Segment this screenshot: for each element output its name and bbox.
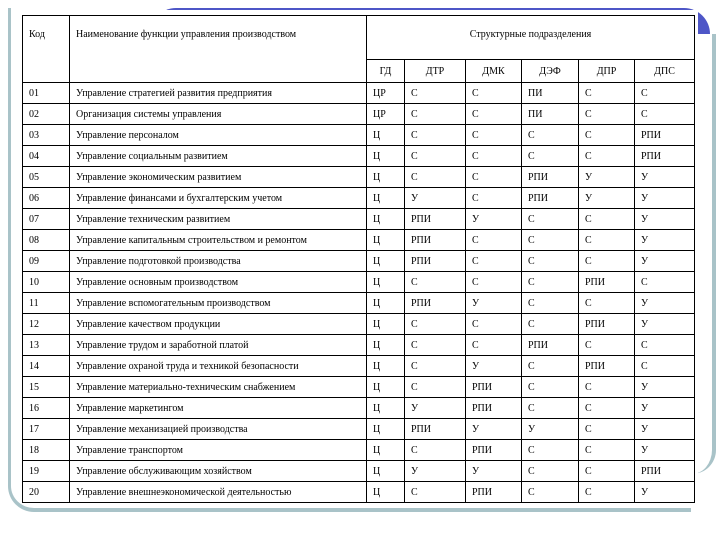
row-unit-role: РПИ: [405, 419, 466, 440]
row-unit-role: Ц: [367, 125, 405, 146]
table-row: [23, 272, 695, 293]
row-unit-role: РПИ: [466, 482, 522, 503]
row-unit-role: У: [635, 398, 695, 419]
row-unit-role: С: [579, 251, 635, 272]
row-unit-role: С: [635, 335, 695, 356]
header-unit: ДМК: [466, 60, 522, 83]
row-unit-role: У: [466, 209, 522, 230]
row-unit-role: С: [522, 209, 579, 230]
row-function-name: Управление социальным развитием: [70, 146, 367, 167]
row-unit-role: Ц: [367, 188, 405, 209]
row-unit-role: РПИ: [466, 440, 522, 461]
row-code: 08: [23, 230, 70, 251]
row-unit-role: Ц: [367, 461, 405, 482]
row-function-name: Управление финансами и бухгалтерским учетом: [70, 188, 367, 209]
row-unit-role: РПИ: [522, 167, 579, 188]
row-unit-role: У: [522, 419, 579, 440]
table-row: [23, 251, 695, 272]
row-unit-role: Ц: [367, 209, 405, 230]
row-unit-role: С: [635, 104, 695, 125]
row-code: 01: [23, 83, 70, 104]
row-function-name: Управление механизацией производства: [70, 419, 367, 440]
row-unit-role: С: [635, 356, 695, 377]
row-unit-role: РПИ: [466, 377, 522, 398]
row-unit-role: С: [405, 335, 466, 356]
row-unit-role: С: [405, 125, 466, 146]
row-unit-role: С: [466, 83, 522, 104]
row-unit-role: С: [579, 461, 635, 482]
row-unit-role: С: [522, 230, 579, 251]
row-unit-role: Ц: [367, 440, 405, 461]
row-unit-role: С: [579, 83, 635, 104]
row-unit-role: С: [522, 314, 579, 335]
row-unit-role: У: [635, 419, 695, 440]
row-unit-role: С: [405, 356, 466, 377]
table-row: [23, 167, 695, 188]
row-unit-role: РПИ: [522, 335, 579, 356]
row-code: 03: [23, 125, 70, 146]
row-function-name: Управление качеством продукции: [70, 314, 367, 335]
row-function-name: Организация системы управления: [70, 104, 367, 125]
row-unit-role: РПИ: [635, 125, 695, 146]
row-code: 18: [23, 440, 70, 461]
row-unit-role: У: [405, 188, 466, 209]
row-unit-role: У: [405, 398, 466, 419]
header-unit: ДТР: [405, 60, 466, 83]
row-unit-role: С: [522, 293, 579, 314]
row-unit-role: С: [522, 125, 579, 146]
row-unit-role: С: [405, 377, 466, 398]
header-function: Наименование функции управления производством: [70, 16, 367, 83]
row-unit-role: Ц: [367, 146, 405, 167]
row-unit-role: С: [405, 104, 466, 125]
row-unit-role: С: [579, 293, 635, 314]
row-code: 20: [23, 482, 70, 503]
row-unit-role: У: [405, 461, 466, 482]
row-code: 04: [23, 146, 70, 167]
row-unit-role: Ц: [367, 314, 405, 335]
row-function-name: Управление трудом и заработной платой: [70, 335, 367, 356]
row-unit-role: РПИ: [405, 251, 466, 272]
row-unit-role: Ц: [367, 398, 405, 419]
row-unit-role: С: [579, 125, 635, 146]
row-unit-role: С: [405, 167, 466, 188]
row-unit-role: У: [635, 293, 695, 314]
row-unit-role: У: [635, 230, 695, 251]
row-unit-role: С: [635, 272, 695, 293]
row-unit-role: Ц: [367, 482, 405, 503]
row-unit-role: С: [522, 482, 579, 503]
row-unit-role: Ц: [367, 335, 405, 356]
header-unit: ДЭФ: [522, 60, 579, 83]
row-code: 06: [23, 188, 70, 209]
row-function-name: Управление стратегией развития предприятия: [70, 83, 367, 104]
row-code: 11: [23, 293, 70, 314]
row-unit-role: С: [579, 419, 635, 440]
row-unit-role: С: [522, 440, 579, 461]
row-code: 14: [23, 356, 70, 377]
row-unit-role: С: [466, 251, 522, 272]
header-unit: ГД: [367, 60, 405, 83]
row-unit-role: РПИ: [635, 461, 695, 482]
table-row: [23, 83, 695, 104]
row-unit-role: У: [635, 377, 695, 398]
table-row: [23, 146, 695, 167]
row-unit-role: ЦР: [367, 83, 405, 104]
row-unit-role: С: [466, 167, 522, 188]
row-code: 09: [23, 251, 70, 272]
row-unit-role: С: [405, 314, 466, 335]
row-unit-role: С: [405, 272, 466, 293]
row-unit-role: С: [466, 230, 522, 251]
row-unit-role: РПИ: [579, 356, 635, 377]
row-unit-role: РПИ: [405, 293, 466, 314]
row-code: 12: [23, 314, 70, 335]
row-unit-role: С: [466, 125, 522, 146]
row-function-name: Управление подготовкой производства: [70, 251, 367, 272]
functions-matrix-table: [22, 15, 695, 503]
row-unit-role: У: [466, 419, 522, 440]
row-unit-role: РПИ: [405, 230, 466, 251]
table-row: [23, 230, 695, 251]
row-unit-role: С: [522, 461, 579, 482]
row-code: 13: [23, 335, 70, 356]
row-unit-role: РПИ: [579, 314, 635, 335]
row-unit-role: ПИ: [522, 104, 579, 125]
row-unit-role: С: [522, 251, 579, 272]
row-unit-role: С: [522, 356, 579, 377]
row-unit-role: У: [635, 314, 695, 335]
row-unit-role: С: [405, 83, 466, 104]
row-function-name: Управление вспомогательным производством: [70, 293, 367, 314]
row-unit-role: У: [466, 461, 522, 482]
table-row: [23, 104, 695, 125]
table-row: [23, 125, 695, 146]
row-function-name: Управление маркетингом: [70, 398, 367, 419]
row-unit-role: С: [466, 104, 522, 125]
table-row: [23, 419, 695, 440]
row-unit-role: У: [635, 209, 695, 230]
row-unit-role: У: [466, 293, 522, 314]
row-function-name: Управление охраной труда и техникой безопасности: [70, 356, 367, 377]
row-unit-role: У: [635, 251, 695, 272]
row-unit-role: У: [635, 167, 695, 188]
row-unit-role: ЦР: [367, 104, 405, 125]
table-row: [23, 314, 695, 335]
row-unit-role: С: [522, 146, 579, 167]
row-function-name: Управление экономическим развитием: [70, 167, 367, 188]
row-unit-role: У: [635, 440, 695, 461]
row-unit-role: С: [579, 335, 635, 356]
row-function-name: Управление персоналом: [70, 125, 367, 146]
row-function-name: Управление техническим развитием: [70, 209, 367, 230]
row-unit-role: С: [522, 398, 579, 419]
row-unit-role: У: [579, 167, 635, 188]
row-unit-role: С: [405, 482, 466, 503]
row-unit-role: С: [579, 230, 635, 251]
row-code: 16: [23, 398, 70, 419]
row-function-name: Управление обслуживающим хозяйством: [70, 461, 367, 482]
row-unit-role: С: [522, 272, 579, 293]
row-code: 10: [23, 272, 70, 293]
row-unit-role: Ц: [367, 356, 405, 377]
row-unit-role: РПИ: [466, 398, 522, 419]
row-unit-role: ПИ: [522, 83, 579, 104]
row-code: 02: [23, 104, 70, 125]
row-code: 19: [23, 461, 70, 482]
header-unit: ДПР: [579, 60, 635, 83]
table-body: [23, 83, 695, 503]
header-code: Код: [23, 16, 70, 83]
row-unit-role: С: [466, 335, 522, 356]
row-code: 15: [23, 377, 70, 398]
row-unit-role: Ц: [367, 251, 405, 272]
table-row: [23, 188, 695, 209]
row-unit-role: Ц: [367, 230, 405, 251]
row-function-name: Управление транспортом: [70, 440, 367, 461]
row-code: 17: [23, 419, 70, 440]
row-unit-role: У: [466, 356, 522, 377]
row-unit-role: С: [579, 482, 635, 503]
row-unit-role: Ц: [367, 293, 405, 314]
row-unit-role: РПИ: [579, 272, 635, 293]
row-unit-role: РПИ: [405, 209, 466, 230]
row-unit-role: С: [405, 146, 466, 167]
row-function-name: Управление капитальным строительством и ремонтом: [70, 230, 367, 251]
row-unit-role: С: [579, 209, 635, 230]
table-row: [23, 440, 695, 461]
row-code: 07: [23, 209, 70, 230]
row-code: 05: [23, 167, 70, 188]
row-unit-role: С: [466, 188, 522, 209]
table-row: [23, 356, 695, 377]
row-unit-role: Ц: [367, 272, 405, 293]
row-function-name: Управление материально-техническим снабжением: [70, 377, 367, 398]
row-unit-role: У: [579, 188, 635, 209]
row-unit-role: Ц: [367, 419, 405, 440]
row-function-name: Управление основным производством: [70, 272, 367, 293]
row-unit-role: С: [635, 83, 695, 104]
row-unit-role: С: [466, 272, 522, 293]
row-unit-role: С: [579, 398, 635, 419]
row-unit-role: С: [466, 146, 522, 167]
row-unit-role: РПИ: [635, 146, 695, 167]
table-row: [23, 377, 695, 398]
row-unit-role: С: [405, 440, 466, 461]
row-unit-role: Ц: [367, 377, 405, 398]
row-unit-role: С: [579, 377, 635, 398]
table-row: [23, 209, 695, 230]
table-row: [23, 335, 695, 356]
row-unit-role: С: [466, 314, 522, 335]
header-units-group: Структурные подразделения: [367, 16, 695, 60]
row-unit-role: С: [579, 104, 635, 125]
table-row: [23, 398, 695, 419]
row-function-name: Управление внешнеэкономической деятельностью: [70, 482, 367, 503]
row-unit-role: С: [579, 440, 635, 461]
row-unit-role: РПИ: [522, 188, 579, 209]
table-row: [23, 293, 695, 314]
table-row: [23, 482, 695, 503]
row-unit-role: У: [635, 188, 695, 209]
table-row: [23, 461, 695, 482]
row-unit-role: У: [635, 482, 695, 503]
header-unit: ДПС: [635, 60, 695, 83]
row-unit-role: Ц: [367, 167, 405, 188]
row-unit-role: С: [579, 146, 635, 167]
row-unit-role: С: [522, 377, 579, 398]
